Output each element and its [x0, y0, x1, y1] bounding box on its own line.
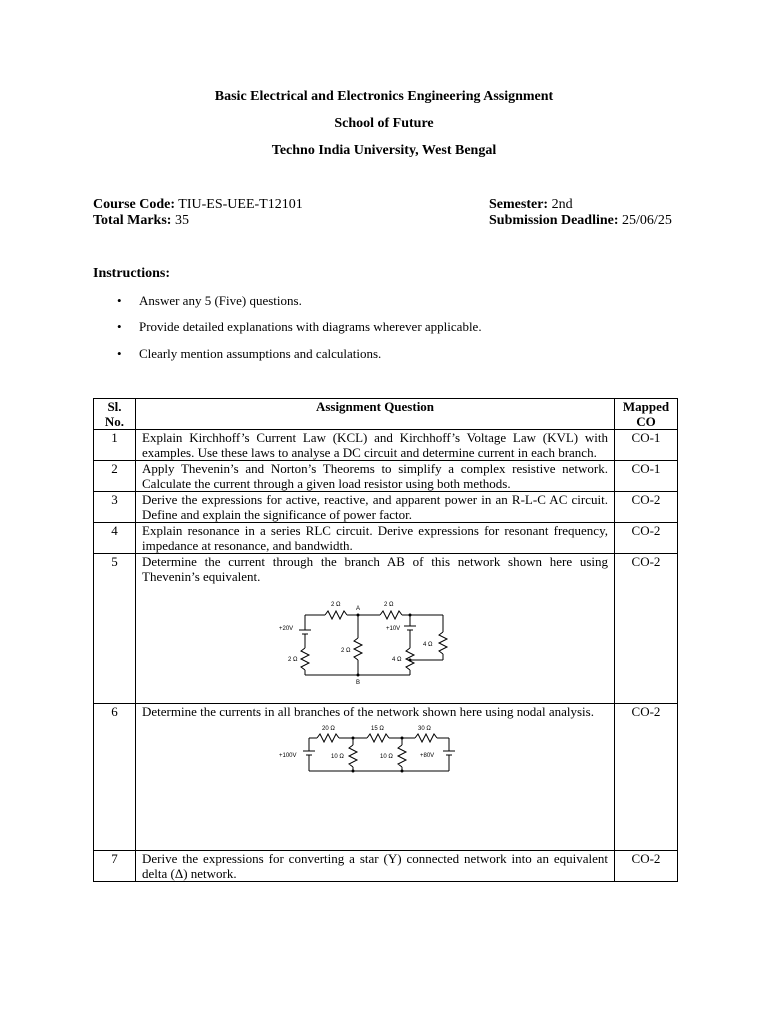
- resistor-label: 10 Ω: [380, 754, 393, 760]
- row-co: CO-1: [615, 461, 678, 492]
- row-question: Derive the expressions for active, reactive, and apparent power in an R-L-C AC circuit. Define and explain the significance of power factor.: [136, 492, 615, 523]
- assignment-table: [93, 398, 678, 882]
- table-row: [94, 430, 678, 461]
- row-number: 1: [94, 430, 136, 461]
- total-marks-value: 35: [174, 213, 189, 228]
- instruction-item: • Clearly mention assumptions and calculations.: [117, 346, 382, 361]
- col-header-sl-no: Sl. No.: [94, 399, 136, 430]
- deadline-label: Submission Deadline:: [489, 213, 619, 228]
- resistor-label: 2 Ω: [331, 602, 341, 608]
- row-question: Determine the current through the branch AB of this network shown here using Thevenin’s equivalent.: [142, 554, 608, 584]
- resistor-label: 2 Ω: [384, 602, 394, 608]
- semester-label: Semester:: [489, 197, 549, 212]
- semester: [489, 197, 573, 213]
- row-question: Explain Kirchhoff’s Current Law (KCL) and Kirchhoff’s Voltage Law (KVL) with examples. Use these laws to analyse a DC circuit and determine current in each branch.: [136, 430, 615, 461]
- instruction-item: • Provide detailed explanations with diagrams wherever applicable.: [117, 319, 482, 334]
- resistor-label: 15 Ω: [371, 726, 384, 732]
- table-row: [94, 523, 678, 554]
- deadline-value: 25/06/25: [622, 213, 672, 228]
- row-number: 6: [94, 704, 136, 851]
- row-question-cell: [136, 704, 615, 851]
- course-code-label: Course Code:: [93, 197, 176, 212]
- row-number: 2: [94, 461, 136, 492]
- instruction-item: • Answer any 5 (Five) questions.: [117, 293, 302, 308]
- source-label: +10V: [386, 626, 401, 632]
- table-row: [94, 492, 678, 523]
- node-label-b: B: [356, 680, 361, 685]
- row-number: 7: [94, 851, 136, 882]
- node-label-a: A: [356, 606, 361, 612]
- row-question: Derive the expressions for converting a star (Y) connected network into an equivalent delta (Δ) network.: [136, 851, 615, 882]
- resistor-label: 4 Ω: [392, 657, 402, 663]
- row-number: 4: [94, 523, 136, 554]
- course-code-value: TIU-ES-UEE-T12101: [178, 197, 303, 212]
- instructions-heading: Instructions:: [93, 266, 171, 281]
- source-label: +20V: [279, 626, 294, 632]
- resistor-label: 10 Ω: [331, 754, 344, 760]
- row-co: CO-2: [615, 492, 678, 523]
- col-header-question: Assignment Question: [136, 399, 615, 430]
- semester-value: 2nd: [551, 197, 573, 212]
- row-co: CO-1: [615, 430, 678, 461]
- school-name: School of Future: [334, 116, 434, 131]
- table-row: [94, 704, 678, 851]
- table-header-row: [94, 399, 678, 430]
- circuit-diagram-nodal: [275, 723, 475, 785]
- row-co: CO-2: [615, 554, 678, 704]
- total-marks: [93, 213, 189, 229]
- row-question: Determine the currents in all branches of the network shown here using nodal analysis.: [142, 704, 594, 719]
- resistor-label: 4 Ω: [423, 642, 433, 648]
- resistor-label: 2 Ω: [288, 657, 298, 663]
- row-question-cell: [136, 554, 615, 704]
- source-label: +100V: [279, 753, 297, 759]
- university-name: Techno India University, West Bengal: [271, 143, 497, 158]
- resistor-label: 30 Ω: [418, 726, 431, 732]
- table-row: [94, 461, 678, 492]
- row-number: 3: [94, 492, 136, 523]
- course-code: [93, 197, 303, 213]
- circuit-diagram-thevenin: [275, 590, 475, 685]
- table-row: [94, 851, 678, 882]
- source-label: +80V: [420, 753, 435, 759]
- row-co: CO-2: [615, 523, 678, 554]
- row-number: 5: [94, 554, 136, 704]
- row-question: Explain resonance in a series RLC circuit. Derive expressions for resonant frequency, impedance at resonance, and bandwidth.: [136, 523, 615, 554]
- submission-deadline: [489, 213, 672, 229]
- resistor-label: 20 Ω: [322, 726, 335, 732]
- col-header-co: Mapped CO: [615, 399, 678, 430]
- total-marks-label: Total Marks:: [93, 213, 172, 228]
- assignment-title: Basic Electrical and Electronics Engineering Assignment: [214, 89, 554, 104]
- row-co: CO-2: [615, 851, 678, 882]
- row-question: Apply Thevenin’s and Norton’s Theorems to simplify a complex resistive network. Calculate the current through a given load resistor using both methods.: [136, 461, 615, 492]
- table-row: [94, 554, 678, 704]
- resistor-label: 2 Ω: [341, 648, 351, 654]
- row-co: CO-2: [615, 704, 678, 851]
